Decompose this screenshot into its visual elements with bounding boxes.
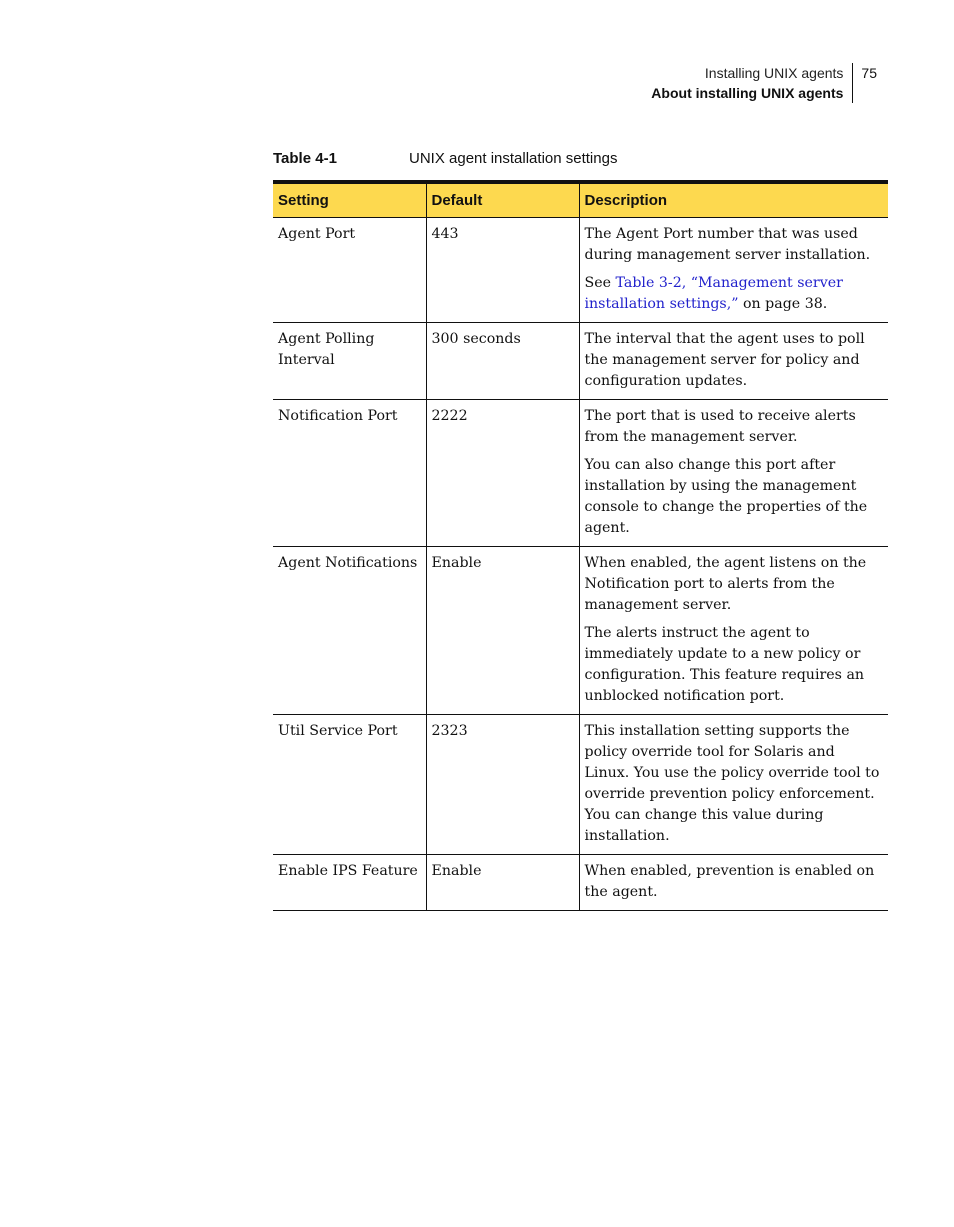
description-cell bbox=[579, 547, 888, 715]
caption-title: UNIX agent installation settings bbox=[409, 150, 618, 167]
description-paragraph: You can also change this port after installation by using the management console to change the properties of the agent. bbox=[584, 457, 868, 536]
description-cell bbox=[579, 715, 888, 855]
caption-number: Table 4-1 bbox=[273, 150, 337, 167]
default-cell: 2323 bbox=[426, 715, 579, 855]
column-header-description: Description bbox=[579, 182, 888, 218]
see-prefix: See bbox=[584, 275, 616, 291]
setting-cell: Agent Notifications bbox=[273, 547, 426, 715]
description-paragraph: The Agent Port number that was used during management server installation. bbox=[584, 226, 871, 263]
description-cell bbox=[579, 400, 888, 547]
default-cell: 2222 bbox=[426, 400, 579, 547]
table-row bbox=[273, 715, 888, 855]
cross-reference bbox=[585, 273, 884, 315]
table-header bbox=[273, 182, 888, 218]
description-paragraph: The alerts instruct the agent to immediately update to a new policy or configuration. This feature requires an unblocked notification port. bbox=[584, 625, 865, 704]
table-row bbox=[273, 218, 888, 323]
setting-cell: Util Service Port bbox=[273, 715, 426, 855]
table-row bbox=[273, 547, 888, 715]
chapter-title: Installing UNIX agents bbox=[704, 65, 844, 81]
description-cell bbox=[579, 855, 888, 911]
table-row bbox=[273, 323, 888, 400]
setting-cell: Agent Polling Interval bbox=[273, 323, 426, 400]
description-cell bbox=[579, 218, 888, 323]
default-cell: 443 bbox=[426, 218, 579, 323]
column-header-setting: Setting bbox=[273, 182, 426, 218]
page-number: 75 bbox=[861, 65, 877, 81]
header-titles bbox=[651, 63, 853, 103]
settings-table bbox=[273, 180, 888, 911]
description-paragraph: The interval that the agent uses to poll the management server for policy and configuration updates. bbox=[584, 331, 865, 389]
description-paragraph: This installation setting supports the policy override tool for Solaris and Linux. You use the policy override tool to override prevention policy enforcement. You can change this value during installation. bbox=[584, 723, 880, 844]
setting-cell: Notification Port bbox=[273, 400, 426, 547]
description-paragraph: When enabled, prevention is enabled on the agent. bbox=[584, 863, 875, 900]
cross-reference-link[interactable]: Table 3-2, “Management server installation settings,” bbox=[584, 275, 843, 312]
table-row bbox=[273, 400, 888, 547]
table-body bbox=[273, 218, 888, 911]
section-title: About installing UNIX agents bbox=[651, 85, 844, 101]
running-header bbox=[651, 63, 877, 103]
description-paragraph: The port that is used to receive alerts from the management server. bbox=[584, 408, 856, 445]
setting-cell: Enable IPS Feature bbox=[273, 855, 426, 911]
default-cell: Enable bbox=[426, 855, 579, 911]
table-caption bbox=[273, 149, 617, 169]
description-cell bbox=[579, 323, 888, 400]
header-row bbox=[273, 182, 888, 218]
setting-cell: Agent Port bbox=[273, 218, 426, 323]
column-header-default: Default bbox=[426, 182, 579, 218]
see-suffix: on page 38. bbox=[738, 296, 828, 312]
description-paragraph: When enabled, the agent listens on the Notification port to alerts from the management server. bbox=[584, 555, 867, 613]
default-cell: Enable bbox=[426, 547, 579, 715]
table-row bbox=[273, 855, 888, 911]
default-cell: 300 seconds bbox=[426, 323, 579, 400]
